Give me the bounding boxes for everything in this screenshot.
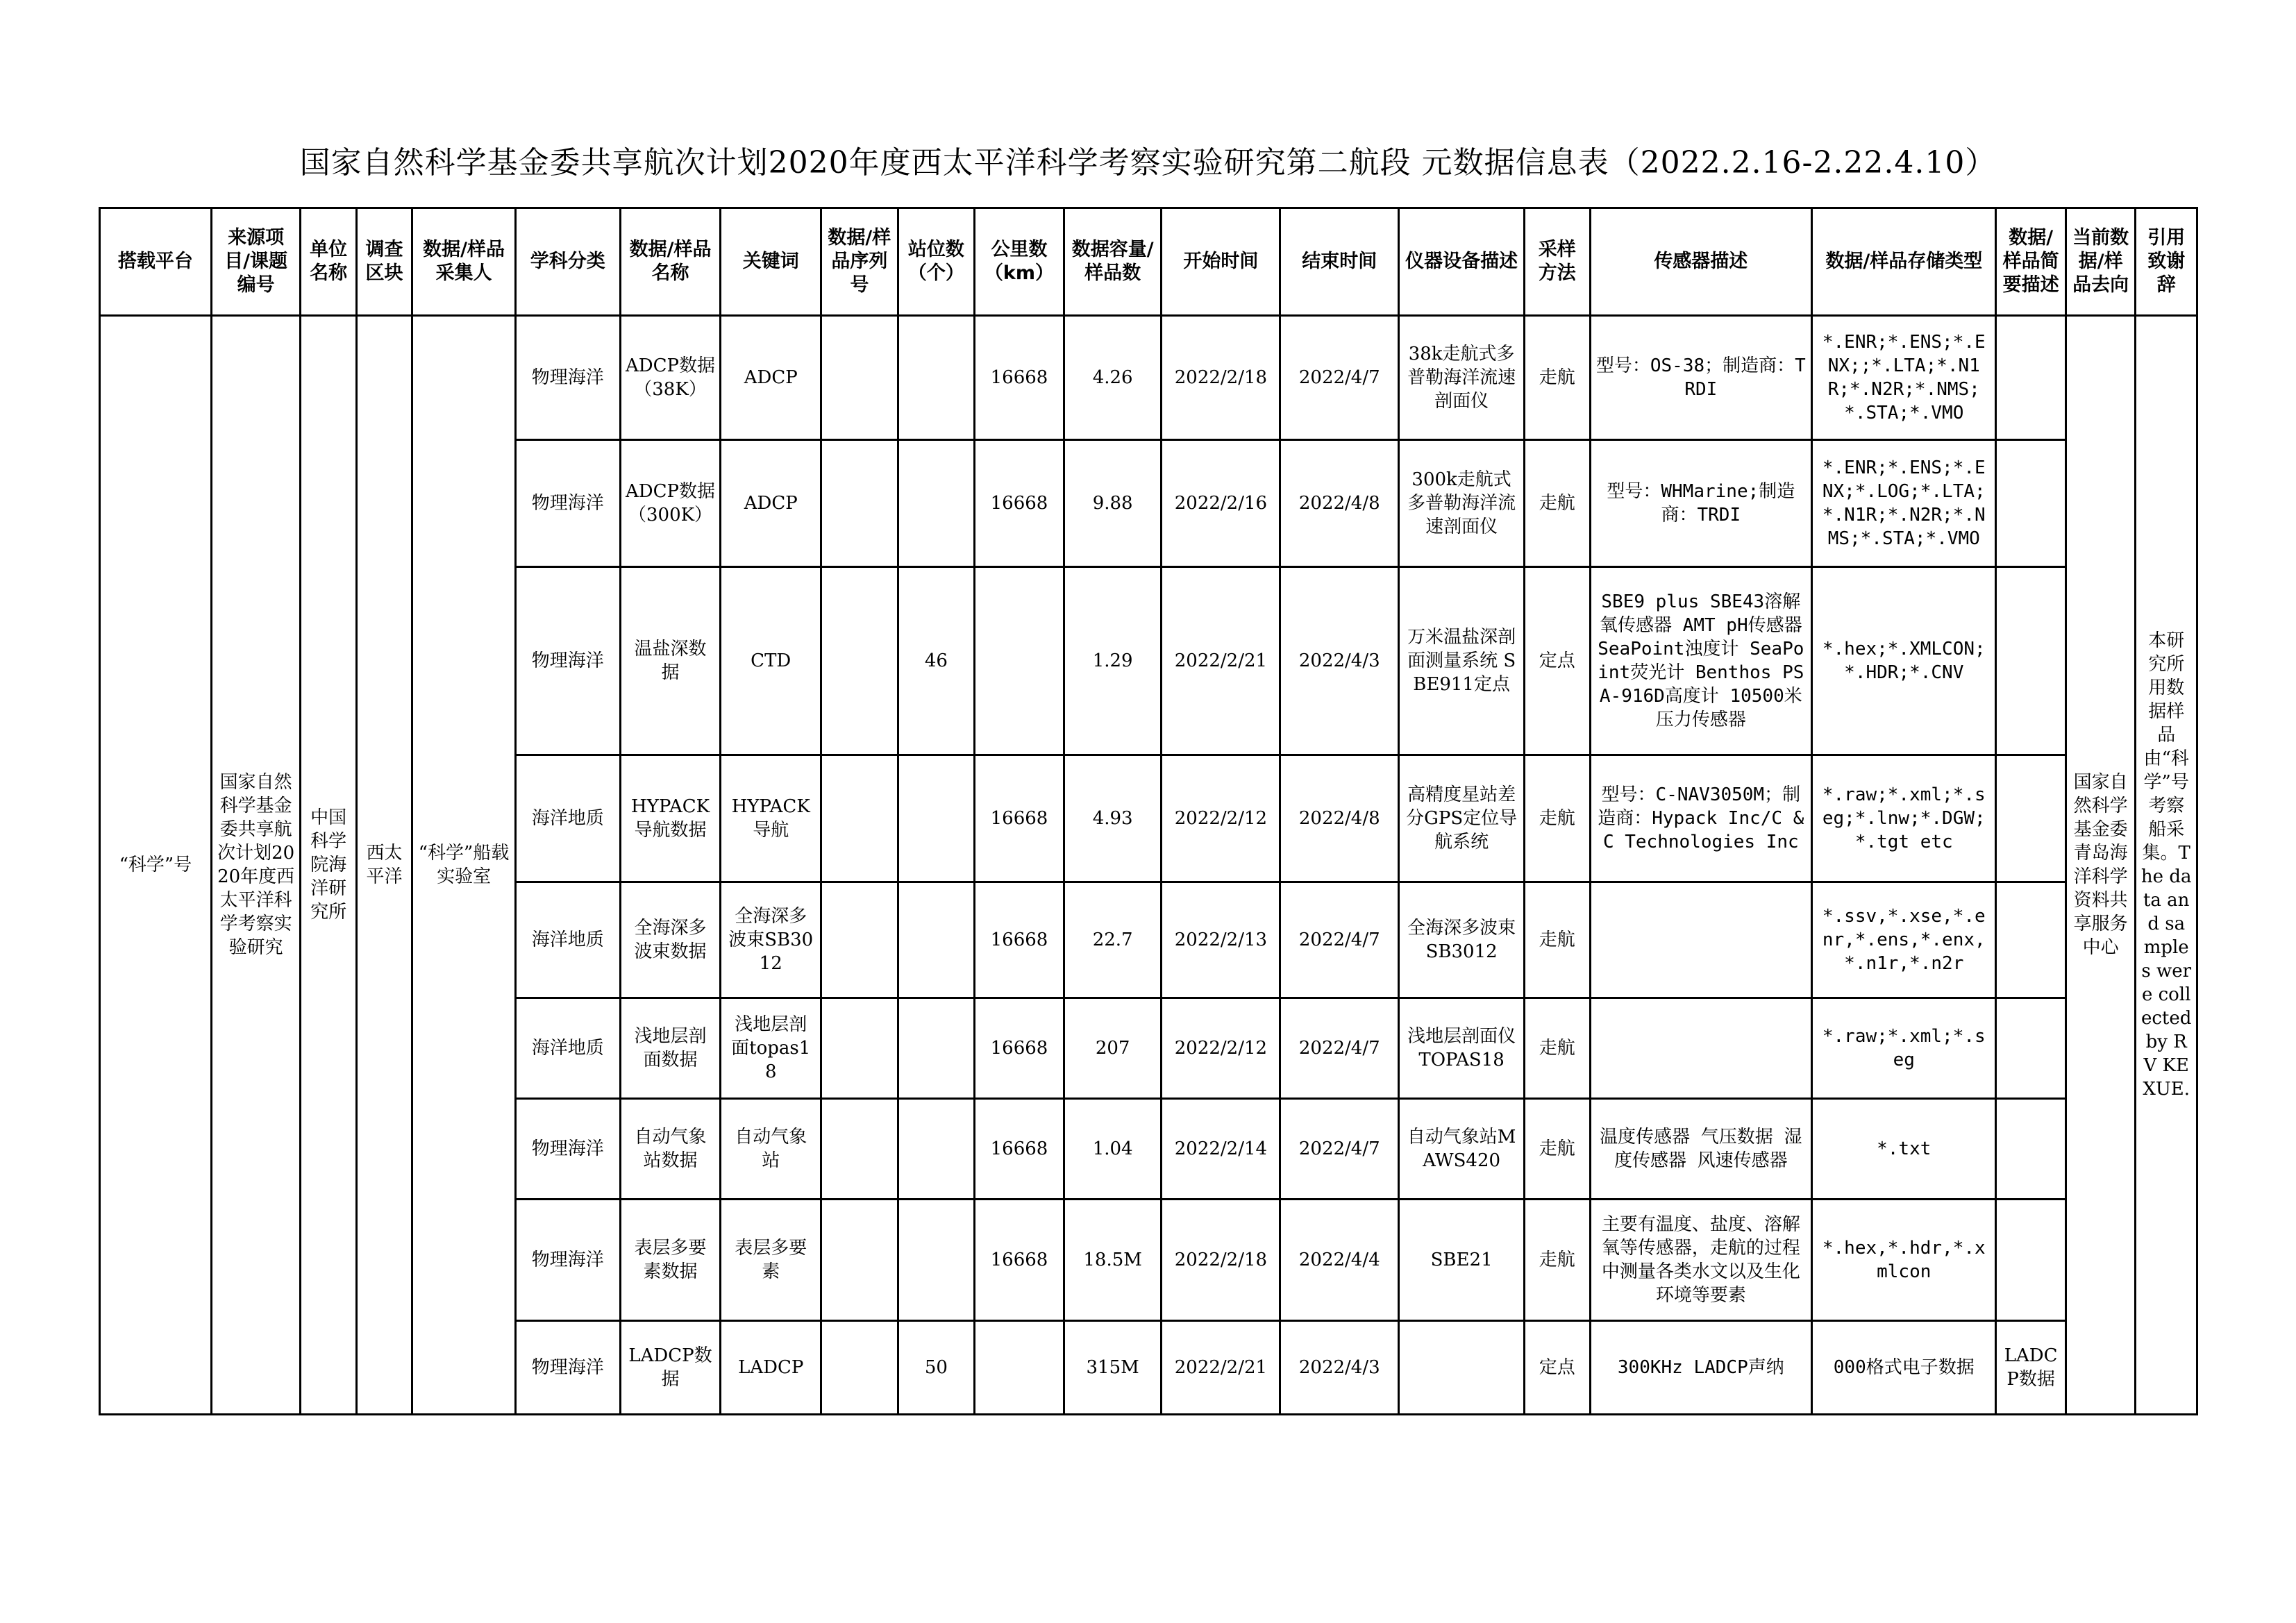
serial-cell bbox=[821, 998, 898, 1099]
stations-cell bbox=[898, 1099, 975, 1200]
start-time-cell: 2022/2/21 bbox=[1162, 1321, 1280, 1415]
start-time-cell: 2022/2/12 bbox=[1162, 755, 1280, 882]
keyword-cell: 全海深多波束SB3012 bbox=[721, 882, 821, 998]
storage-cell: *.ENR;*.ENS;*.ENX;;*.LTA;*.N1R;*.N2R;*.NMS;*.STA;*.VMO bbox=[1812, 316, 1996, 440]
end-time-cell: 2022/4/3 bbox=[1280, 1321, 1399, 1415]
sensor-cell: 温度传感器 气压数据 湿度传感器 风速传感器 bbox=[1590, 1099, 1812, 1200]
header-cell: 搭载平台 bbox=[100, 208, 212, 316]
header-cell: 采样方法 bbox=[1525, 208, 1590, 316]
storage-cell: *.hex,*.hdr,*.xmlcon bbox=[1812, 1200, 1996, 1321]
header-cell: 学科分类 bbox=[515, 208, 620, 316]
serial-cell bbox=[821, 440, 898, 567]
stations-cell bbox=[898, 882, 975, 998]
method-cell: 走航 bbox=[1525, 1200, 1590, 1321]
serial-cell bbox=[821, 1200, 898, 1321]
document-title: 国家自然科学基金委共享航次计划2020年度西太平洋科学考察实验研究第二航段 元数据信息表（2022.2.16-2.22.4.10） bbox=[299, 145, 1997, 180]
brief-cell: LADCP数据 bbox=[1996, 1321, 2065, 1415]
stations-cell bbox=[898, 316, 975, 440]
data-name-cell: ADCP数据（300K） bbox=[620, 440, 721, 567]
start-time-cell: 2022/2/13 bbox=[1162, 882, 1280, 998]
serial-cell bbox=[821, 882, 898, 998]
start-time-cell: 2022/2/16 bbox=[1162, 440, 1280, 567]
capacity-cell: 22.7 bbox=[1064, 882, 1162, 998]
brief-cell bbox=[1996, 1099, 2065, 1200]
discipline-cell: 物理海洋 bbox=[515, 567, 620, 755]
data-name-cell: 自动气象站数据 bbox=[620, 1099, 721, 1200]
keyword-cell: ADCP bbox=[721, 440, 821, 567]
end-time-cell: 2022/4/3 bbox=[1280, 567, 1399, 755]
header-cell: 数据/样品存储类型 bbox=[1812, 208, 1996, 316]
header-cell: 仪器设备描述 bbox=[1399, 208, 1525, 316]
method-cell: 定点 bbox=[1525, 1321, 1590, 1415]
header-cell: 开始时间 bbox=[1162, 208, 1280, 316]
platform-cell: “科学”号 bbox=[100, 316, 212, 1415]
storage-cell: *.txt bbox=[1812, 1099, 1996, 1200]
header-cell: 引用致谢辞 bbox=[2136, 208, 2197, 316]
capacity-cell: 18.5M bbox=[1064, 1200, 1162, 1321]
data-name-cell: 表层多要素数据 bbox=[620, 1200, 721, 1321]
km-cell: 16668 bbox=[975, 1200, 1064, 1321]
discipline-cell: 海洋地质 bbox=[515, 998, 620, 1099]
serial-cell bbox=[821, 316, 898, 440]
discipline-cell: 海洋地质 bbox=[515, 755, 620, 882]
sensor-cell bbox=[1590, 882, 1812, 998]
table-body bbox=[100, 316, 2197, 1415]
keyword-cell: LADCP bbox=[721, 1321, 821, 1415]
keyword-cell: HYPACK导航 bbox=[721, 755, 821, 882]
header-cell: 数据容量/样品数 bbox=[1064, 208, 1162, 316]
stations-cell bbox=[898, 755, 975, 882]
project-cell: 国家自然科学基金委共享航次计划2020年度西太平洋科学考察实验研究 bbox=[211, 316, 301, 1415]
method-cell: 定点 bbox=[1525, 567, 1590, 755]
instrument-cell: 万米温盐深剖面测量系统 SBE911定点 bbox=[1399, 567, 1525, 755]
serial-cell bbox=[821, 1099, 898, 1200]
discipline-cell: 物理海洋 bbox=[515, 1200, 620, 1321]
header-cell: 来源项目/课题编号 bbox=[211, 208, 301, 316]
start-time-cell: 2022/2/14 bbox=[1162, 1099, 1280, 1200]
header-cell: 站位数（个） bbox=[898, 208, 975, 316]
brief-cell bbox=[1996, 567, 2065, 755]
instrument-cell: SBE21 bbox=[1399, 1200, 1525, 1321]
unit-cell: 中国科学院海洋研究所 bbox=[301, 316, 356, 1415]
end-time-cell: 2022/4/7 bbox=[1280, 998, 1399, 1099]
stations-cell bbox=[898, 440, 975, 567]
header-cell: 数据/样品采集人 bbox=[412, 208, 516, 316]
km-cell bbox=[975, 1321, 1064, 1415]
discipline-cell: 物理海洋 bbox=[515, 1099, 620, 1200]
serial-cell bbox=[821, 567, 898, 755]
keyword-cell: 表层多要素 bbox=[721, 1200, 821, 1321]
instrument-cell: 高精度星站差分GPS定位导航系统 bbox=[1399, 755, 1525, 882]
serial-cell bbox=[821, 1321, 898, 1415]
keyword-cell: ADCP bbox=[721, 316, 821, 440]
method-cell: 走航 bbox=[1525, 998, 1590, 1099]
km-cell: 16668 bbox=[975, 755, 1064, 882]
keyword-cell: 浅地层剖面topas18 bbox=[721, 998, 821, 1099]
brief-cell bbox=[1996, 440, 2065, 567]
header-cell: 传感器描述 bbox=[1590, 208, 1812, 316]
destination-cell: 国家自然科学基金委青岛海洋科学资料共享服务中心 bbox=[2065, 316, 2135, 1415]
end-time-cell: 2022/4/8 bbox=[1280, 755, 1399, 882]
end-time-cell: 2022/4/4 bbox=[1280, 1200, 1399, 1321]
capacity-cell: 207 bbox=[1064, 998, 1162, 1099]
method-cell: 走航 bbox=[1525, 1099, 1590, 1200]
end-time-cell: 2022/4/8 bbox=[1280, 440, 1399, 567]
km-cell bbox=[975, 567, 1064, 755]
sensor-cell: 主要有温度、盐度、溶解氧等传感器，走航的过程中测量各类水文以及生化环境等要素 bbox=[1590, 1200, 1812, 1321]
stations-cell bbox=[898, 1200, 975, 1321]
km-cell: 16668 bbox=[975, 316, 1064, 440]
serial-cell bbox=[821, 755, 898, 882]
brief-cell bbox=[1996, 882, 2065, 998]
header-cell: 调查区块 bbox=[356, 208, 412, 316]
storage-cell: *.ENR;*.ENS;*.ENX;*.LOG;*.LTA;*.N1R;*.N2R;*.NMS;*.STA;*.VMO bbox=[1812, 440, 1996, 567]
km-cell: 16668 bbox=[975, 998, 1064, 1099]
km-cell: 16668 bbox=[975, 882, 1064, 998]
method-cell: 走航 bbox=[1525, 316, 1590, 440]
discipline-cell: 海洋地质 bbox=[515, 882, 620, 998]
discipline-cell: 物理海洋 bbox=[515, 1321, 620, 1415]
capacity-cell: 1.04 bbox=[1064, 1099, 1162, 1200]
method-cell: 走航 bbox=[1525, 755, 1590, 882]
storage-cell: *.raw;*.xml;*.seg bbox=[1812, 998, 1996, 1099]
instrument-cell: 自动气象站MAWS420 bbox=[1399, 1099, 1525, 1200]
header-cell: 关键词 bbox=[721, 208, 821, 316]
data-name-cell: 温盐深数据 bbox=[620, 567, 721, 755]
brief-cell bbox=[1996, 755, 2065, 882]
brief-cell bbox=[1996, 998, 2065, 1099]
header-cell: 结束时间 bbox=[1280, 208, 1399, 316]
brief-cell bbox=[1996, 316, 2065, 440]
method-cell: 走航 bbox=[1525, 440, 1590, 567]
capacity-cell: 4.93 bbox=[1064, 755, 1162, 882]
discipline-cell: 物理海洋 bbox=[515, 440, 620, 567]
instrument-cell: 38k走航式多普勒海洋流速剖面仪 bbox=[1399, 316, 1525, 440]
data-name-cell: 浅地层剖面数据 bbox=[620, 998, 721, 1099]
instrument-cell: 浅地层剖面仪 TOPAS18 bbox=[1399, 998, 1525, 1099]
area-cell: 西太平洋 bbox=[356, 316, 412, 1415]
capacity-cell: 315M bbox=[1064, 1321, 1162, 1415]
brief-cell bbox=[1996, 1200, 2065, 1321]
start-time-cell: 2022/2/21 bbox=[1162, 567, 1280, 755]
sensor-cell: 型号：C-NAV3050M；制造商：Hypack Inc/C &C Technologies Inc bbox=[1590, 755, 1812, 882]
table-row bbox=[100, 316, 2197, 440]
header-cell: 数据/样品序列号 bbox=[821, 208, 898, 316]
capacity-cell: 1.29 bbox=[1064, 567, 1162, 755]
keyword-cell: 自动气象站 bbox=[721, 1099, 821, 1200]
data-name-cell: HYPACK导航数据 bbox=[620, 755, 721, 882]
sensor-cell: SBE9 plus SBE43溶解氧传感器 AMT pH传感器 SeaPoint浊度计 SeaPoint荧光计 Benthos PSA-916D高度计 10500米压力传感器 bbox=[1590, 567, 1812, 755]
metadata-table bbox=[99, 207, 2198, 1415]
storage-cell: 000格式电子数据 bbox=[1812, 1321, 1996, 1415]
storage-cell: *.hex;*.XMLCON;*.HDR;*.CNV bbox=[1812, 567, 1996, 755]
capacity-cell: 4.26 bbox=[1064, 316, 1162, 440]
start-time-cell: 2022/2/18 bbox=[1162, 316, 1280, 440]
stations-cell: 50 bbox=[898, 1321, 975, 1415]
collector-cell: “科学”船载实验室 bbox=[412, 316, 516, 1415]
header-cell: 单位名称 bbox=[301, 208, 356, 316]
capacity-cell: 9.88 bbox=[1064, 440, 1162, 567]
start-time-cell: 2022/2/18 bbox=[1162, 1200, 1280, 1321]
end-time-cell: 2022/4/7 bbox=[1280, 882, 1399, 998]
instrument-cell: 全海深多波束 SB3012 bbox=[1399, 882, 1525, 998]
sensor-cell: 300KHz LADCP声纳 bbox=[1590, 1321, 1812, 1415]
header-cell: 公里数（km） bbox=[975, 208, 1064, 316]
data-name-cell: LADCP数据 bbox=[620, 1321, 721, 1415]
header-row bbox=[100, 208, 2197, 316]
sensor-cell bbox=[1590, 998, 1812, 1099]
instrument-cell: 300k走航式多普勒海洋流速剖面仪 bbox=[1399, 440, 1525, 567]
header-cell: 数据/样品名称 bbox=[620, 208, 721, 316]
discipline-cell: 物理海洋 bbox=[515, 316, 620, 440]
storage-cell: *.raw;*.xml;*.seg;*.lnw;*.DGW;*.tgt etc bbox=[1812, 755, 1996, 882]
citation-cell: 本研究所用数据样品由“科学”号考察船采集。The data and samples were collected by RV KEXUE. bbox=[2136, 316, 2197, 1415]
header-cell: 当前数据/样品去向 bbox=[2065, 208, 2135, 316]
data-name-cell: ADCP数据（38K） bbox=[620, 316, 721, 440]
instrument-cell bbox=[1399, 1321, 1525, 1415]
sensor-cell: 型号：OS-38；制造商：TRDI bbox=[1590, 316, 1812, 440]
end-time-cell: 2022/4/7 bbox=[1280, 316, 1399, 440]
storage-cell: *.ssv,*.xse,*.enr,*.ens,*.enx,*.n1r,*.n2r bbox=[1812, 882, 1996, 998]
end-time-cell: 2022/4/7 bbox=[1280, 1099, 1399, 1200]
stations-cell bbox=[898, 998, 975, 1099]
km-cell: 16668 bbox=[975, 440, 1064, 567]
header-cell: 数据/样品简要描述 bbox=[1996, 208, 2065, 316]
method-cell: 走航 bbox=[1525, 882, 1590, 998]
data-name-cell: 全海深多波束数据 bbox=[620, 882, 721, 998]
sensor-cell: 型号：WHMarine;制造商：TRDI bbox=[1590, 440, 1812, 567]
start-time-cell: 2022/2/12 bbox=[1162, 998, 1280, 1099]
keyword-cell: CTD bbox=[721, 567, 821, 755]
km-cell: 16668 bbox=[975, 1099, 1064, 1200]
stations-cell: 46 bbox=[898, 567, 975, 755]
